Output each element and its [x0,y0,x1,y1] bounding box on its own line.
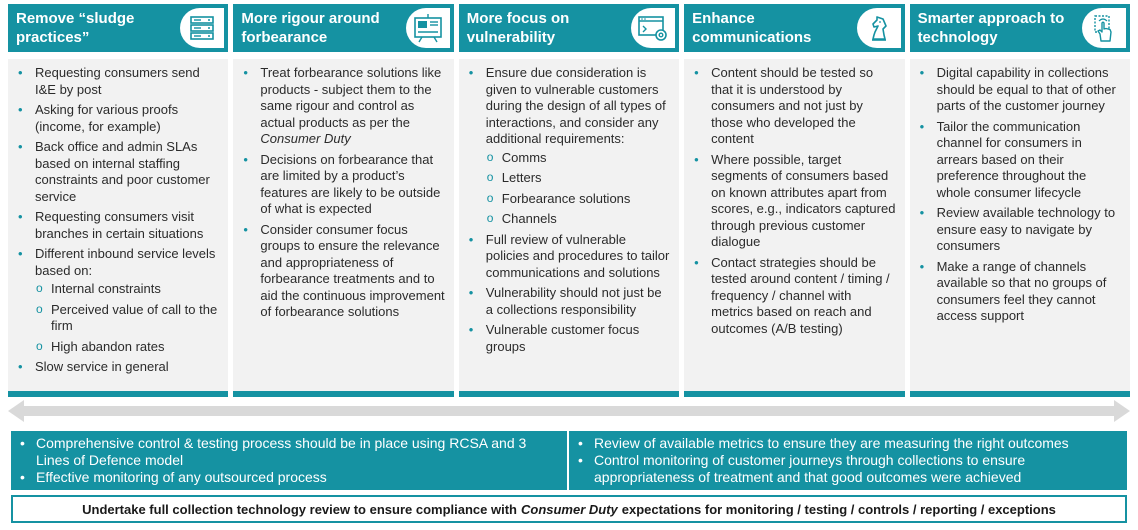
column-footer-bar [233,391,453,397]
column-body [8,59,228,391]
column-title: More rigour around forbearance [241,10,380,46]
summary-item: • Review of available metrics to ensure they are measuring the right outcomes [575,435,1119,452]
list-item: • Requesting consumers send I&E by post [16,65,220,98]
list-item: • Where possible, target segments of consumers based on known attributes apart from scores, e.g., indicators captured through previous customer dialogue [692,152,896,251]
column-title: Enhance communications [692,10,812,46]
footer-consumer-duty: Consumer Duty [520,501,618,517]
summary-item: • Effective monitoring of any outsourced process [17,469,559,486]
footer-text-before: Undertake full collection technology review to ensure compliance with [82,501,517,517]
list-item-text: Treat forbearance solutions like products - subject them to the same rigour and control as actual products as per the [260,65,442,130]
columns [8,4,1130,397]
browser-settings-icon [631,8,675,48]
list-item: • Review available technology to ensure easy to navigate by consumers [918,205,1122,255]
list-item: • Consider consumer focus groups to ensure the relevance and appropriateness of forbearance treatments and to aid the continuous improvement of forbearance solutions [241,222,445,321]
list-item: • Asking for various proofs (income, for example) [16,102,220,135]
list-item [241,65,445,148]
summary-item: • Comprehensive control & testing process should be in place using RCSA and 3 Lines of Defence model [17,435,559,469]
column-communications [684,4,904,397]
sub-list-item: o High abandon rates [35,339,220,356]
summary-item: • Control monitoring of customer journeys through collections to ensure appropriateness of treatment and that good outcomes were achieved [575,452,1119,486]
list-item [467,65,671,228]
column-header [233,4,453,52]
list-item: • Requesting consumers visit branches in certain situations [16,209,220,242]
list-item: • Tailor the communication channel for consumers in arrears based on their preference throughout the whole consumer lifecycle [918,119,1122,202]
list-item: • Make a range of channels available so that no groups of consumers feel they cannot access support [918,259,1122,325]
list-item: • Digital capability in collections should be equal to that of other parts of the customer journey [918,65,1122,115]
summary-left [11,431,569,490]
consumer-duty-emphasis: Consumer Duty [260,131,351,146]
list-item: • Content should be tested so that it is understood by consumers and not just by those who developed the content [692,65,896,148]
sub-list-item: o Comms [486,150,671,167]
dashboard-icon [406,8,450,48]
list-item: • Full review of vulnerable policies and procedures to tailor communications and solutions [467,232,671,282]
list-item [16,246,220,355]
column-remove-sludge [8,4,228,397]
column-body [684,59,904,391]
chess-knight-icon [857,8,901,48]
summary-right [569,431,1127,490]
column-technology [910,4,1130,397]
column-header [910,4,1130,52]
column-forbearance [233,4,453,397]
footer-text-after: expectations for monitoring / testing / controls / reporting / exceptions [621,501,1056,517]
sub-list-item: o Internal constraints [35,281,220,298]
sub-list-item: o Perceived value of call to the firm [35,302,220,335]
server-icon [180,8,224,48]
sub-list-item: o Channels [486,211,671,228]
list-item: • Vulnerability should not just be a collections responsibility [467,285,671,318]
column-header [459,4,679,52]
list-item: • Back office and admin SLAs based on internal staffing constraints and poor customer service [16,139,220,205]
list-item: • Vulnerable customer focus groups [467,322,671,355]
touch-screen-icon [1082,8,1126,48]
column-title: Remove “sludge practices” [16,10,135,46]
list-item-text: Ensure due consideration is given to vulnerable customers during the design of all types of interactions, and consider any additional requirements: [485,65,666,146]
list-item: • Slow service in general [16,359,220,376]
footer-statement [11,495,1127,523]
column-title: Smarter approach to technology [917,10,1065,46]
list-item-text: Different inbound service levels based on: [35,246,216,278]
list-item: • Decisions on forbearance that are limited by a product’s features are likely to be outside of what is expected [241,152,445,218]
column-footer-bar [684,391,904,397]
column-body [910,59,1130,391]
column-header [684,4,904,52]
column-body [459,59,679,391]
column-vulnerability [459,4,679,397]
sub-list-item: o Forbearance solutions [486,191,671,208]
column-header [8,4,228,52]
column-footer-bar [8,391,228,397]
summary-banner [11,431,1127,490]
column-title: More focus on vulnerability [466,10,570,46]
sub-list-item: o Letters [486,170,671,187]
double-arrow-icon [8,400,1130,422]
column-footer-bar [459,391,679,397]
list-item: • Contact strategies should be tested around content / timing / frequency / channel with metrics based on reach and outcomes (A/B testing) [692,255,896,338]
column-footer-bar [910,391,1130,397]
column-body [233,59,453,391]
